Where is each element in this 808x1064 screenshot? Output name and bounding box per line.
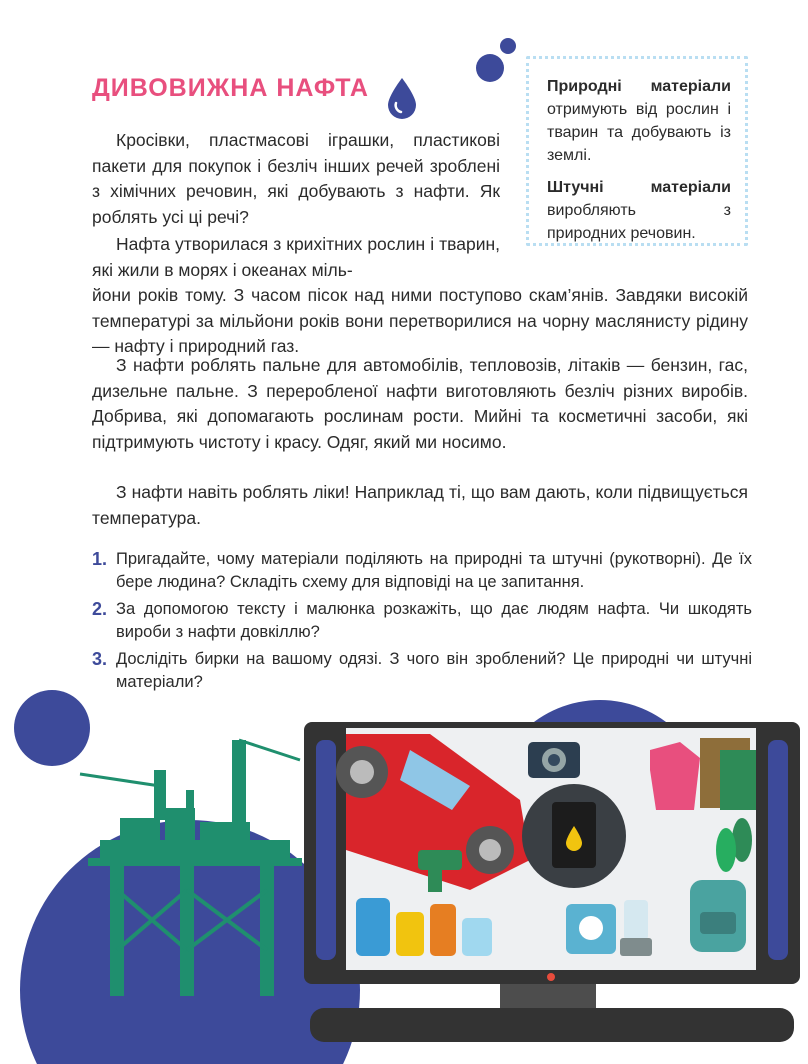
kitchen-scale-icon [566,904,616,954]
question-number: 3. [92,649,108,669]
natural-materials-definition [547,75,731,167]
oil-barrel-icon [522,784,626,888]
question-3 [92,648,752,694]
artificial-materials-definition [547,176,731,245]
decor-dot-large [476,54,504,82]
question-number: 2. [92,599,108,619]
paragraph-3: З нафти роблять пальне для автомобілів, тепловозів, літаків — бензин, гас, дизельне пальне. З переробленої нафти виготовляють безліч різних виробів. Добрива, які допомагають рослинам рости. Мийні та косметичні засоби, які підтримують чистоту і красу. Одяг, який ми носимо. [92,355,748,452]
definition-note [526,56,748,246]
question-1 [92,548,752,594]
paragraph-1: Кросівки, пластмасові іграшки, пластикові пакети для покупок і безліч інших речей зроблені з хімічних речовин, які добувають з нафти. Як роблять усі ці речі? [92,130,500,227]
oil-drop-icon [384,76,420,122]
question-number: 1. [92,549,108,569]
backpack-icon [690,880,746,952]
paragraph-2: Нафта утворилася з крихітних рослин і тварин, які жили в морях і океанах міль- [92,234,500,280]
paragraph-2-continued: йони років тому. З часом пісок над ними поступово скам’янів. Завдяки високій температурі за мільйони років вони перетворилися на чорну маслянисту рідину — нафту і природний газ. [92,285,748,356]
natural-materials-text: отримують від рослин і тварин та добувають із землі. [547,101,731,164]
artificial-materials-term: Штучні матеріали [547,179,731,196]
oil-products-illustration [0,690,808,1064]
question-text: Дослідіть бирки на вашому одязі. З чого він зроблений? Це природні чи штучні матеріали? [116,650,752,691]
artificial-materials-text: виробляють з природних речовин. [547,202,731,242]
question-text: Пригадайте, чому матеріали поділяють на природні та штучні (рукотворні). Де їх бере людина? Складіть схему для відповіді на це запитання. [116,550,752,591]
paragraph-4: З нафти навіть роблять ліки! Наприклад ті, що вам дають, коли підвищується температура. [92,482,748,528]
section-title: ДИВОВИЖНА НАФТА [92,74,369,102]
oil-platform-icon [80,740,302,996]
decor-circle-small [14,690,90,766]
natural-materials-term: Природні матеріали [547,78,731,95]
question-2 [92,598,752,644]
decor-dot-small [500,38,516,54]
clothes-icon [650,738,756,810]
camera-icon [528,742,580,778]
blender-icon [620,900,652,956]
question-text: За допомогою тексту і малюнка розкажіть, що дає людям нафта. Чи шкодять вироби з нафти довкіллю? [116,600,752,641]
